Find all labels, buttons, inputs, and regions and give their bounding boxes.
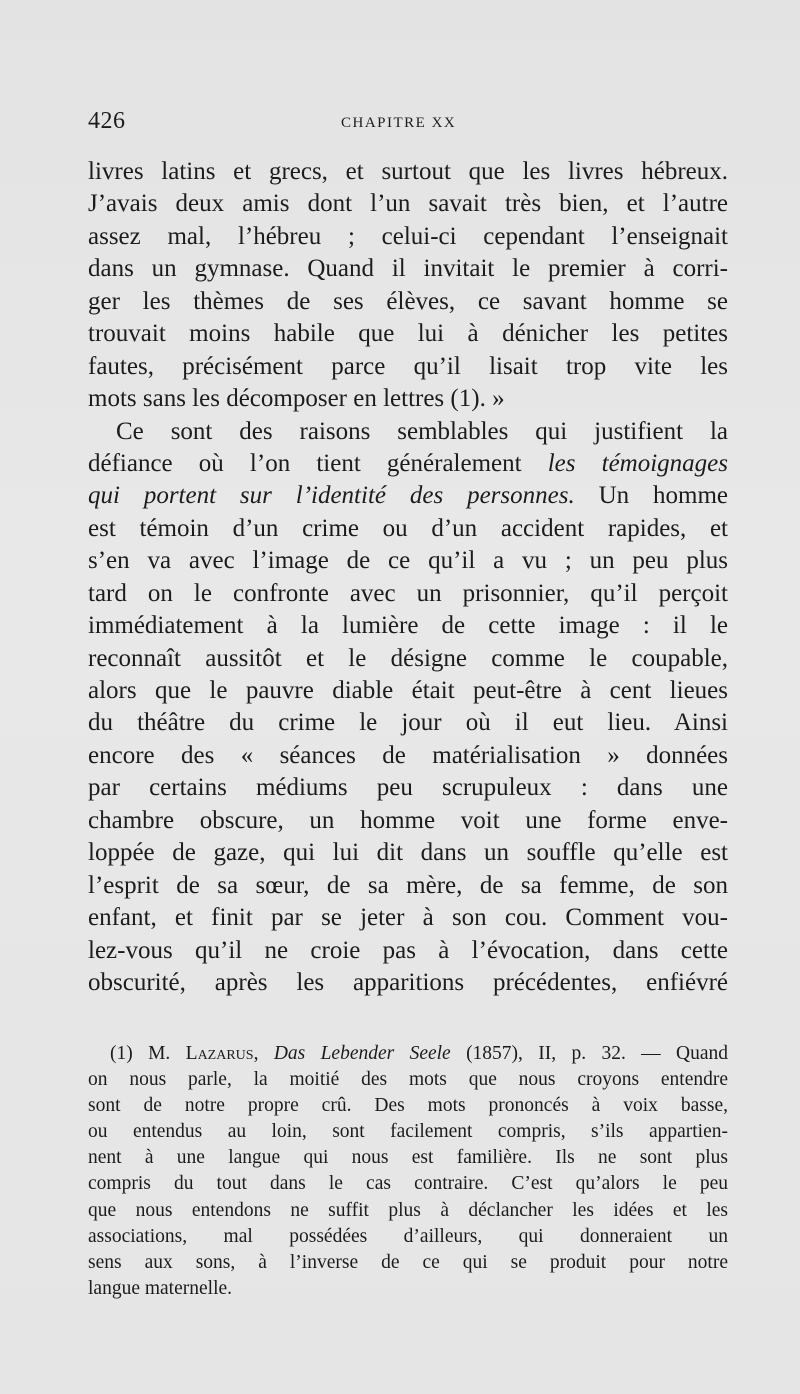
text-line: lez-vous qu’il ne croie pas à l’évocation, dans cette bbox=[88, 936, 728, 964]
running-head: CHAPITRE XX bbox=[341, 115, 457, 131]
text-line: ger les thèmes de ses élèves, ce savant homme se bbox=[88, 287, 728, 315]
text-run: Ce sont des raisons semblables qui justifient la bbox=[116, 417, 728, 445]
text-line: s’en va avec l’image de ce qu’il a vu ; un peu plus bbox=[88, 547, 728, 575]
text-line: tard on le confronte avec un prisonnier, qu’il perçoit bbox=[88, 579, 728, 607]
footnote-line bbox=[88, 1041, 728, 1067]
footnote-line: compris du tout dans le cas contraire. C’est qu’alors le peu bbox=[88, 1173, 728, 1195]
page-header bbox=[88, 108, 728, 140]
footnote-line: ou entendus au loin, sont facilement compris, s’ils appartien- bbox=[88, 1121, 728, 1143]
footnote-line: on nous parle, la moitié des mots que nous croyons entendre bbox=[88, 1069, 728, 1091]
page-number: 426 bbox=[88, 108, 126, 134]
footnote-line: langue maternelle. bbox=[88, 1277, 233, 1299]
text-line bbox=[88, 480, 728, 512]
footnote-citation: (1857), II, p. 32. — Quand bbox=[450, 1043, 729, 1064]
text-line: immédiatement à la lumière de cette image : il le bbox=[88, 612, 728, 640]
text-line: chambre obscure, un homme voit une forme enve- bbox=[88, 806, 728, 834]
body-text bbox=[88, 156, 728, 999]
italic-run: les témoignages bbox=[547, 449, 728, 477]
footnote bbox=[88, 1041, 728, 1302]
footnote-line: nent à une langue qui nous est familière. Ils ne sont plus bbox=[88, 1147, 728, 1169]
text-line: assez mal, l’hébreu ; celui-ci cependant l’enseignait bbox=[88, 222, 728, 250]
footnote-separator: , bbox=[253, 1043, 274, 1064]
footnote-line: que nous entendons ne suffit plus à déclancher les idées et les bbox=[88, 1199, 728, 1221]
footnote-line: sens aux sons, à l’inverse de ce qui se produit pour notre bbox=[88, 1251, 728, 1273]
footnote-author: Lazarus bbox=[185, 1043, 254, 1064]
footnote-title: Das Lebender Seele bbox=[273, 1043, 451, 1064]
footnote-line: sont de notre propre crû. Des mots prononcés à voix basse, bbox=[88, 1095, 728, 1117]
italic-run: qui portent sur l’identité des personnes. bbox=[88, 482, 575, 510]
text-line: alors que le pauvre diable était peut-être à cent lieues bbox=[88, 677, 728, 704]
text-line: reconnaît aussitôt et le désigne comme le coupable, bbox=[88, 644, 728, 672]
footnote-line: associations, mal possédées d’ailleurs, qui donneraient un bbox=[88, 1225, 728, 1247]
text-run: défiance où l’on tient généralement bbox=[88, 449, 548, 477]
footnote-marker: (1) M. bbox=[110, 1043, 186, 1064]
text-line: encore des « séances de matérialisation » données bbox=[88, 741, 728, 769]
text-line: du théâtre du crime le jour où il eut lieu. Ainsi bbox=[88, 709, 728, 737]
text-line: l’esprit de sa sœur, de sa mère, de sa femme, de son bbox=[88, 871, 728, 899]
text-line: dans un gymnase. Quand il invitait le premier à corri- bbox=[88, 255, 728, 283]
text-line: par certains médiums peu scrupuleux : dans une bbox=[88, 774, 728, 802]
text-line bbox=[88, 448, 728, 480]
text-line: fautes, précisément parce qu’il lisait trop vite les bbox=[88, 352, 728, 380]
text-line: enfant, et finit par se jeter à son cou. Comment vou- bbox=[88, 904, 728, 932]
text-run: Un homme bbox=[574, 482, 728, 510]
text-line: est témoin d’un crime ou d’un accident rapides, et bbox=[88, 514, 728, 542]
text-line: loppée de gaze, qui lui dit dans un souffle qu’elle est bbox=[88, 839, 728, 867]
text-line: obscurité, après les apparitions précédentes, enfiévré bbox=[88, 968, 728, 996]
text-line bbox=[88, 416, 728, 448]
text-line: mots sans les décomposer en lettres (1). » bbox=[88, 385, 505, 413]
text-line: J’avais deux amis dont l’un savait très bien, et l’autre bbox=[88, 190, 728, 218]
text-line: trouvait moins habile que lui à dénicher les petites bbox=[88, 320, 728, 348]
text-line: livres latins et grecs, et surtout que les livres hébreux. bbox=[88, 158, 728, 185]
